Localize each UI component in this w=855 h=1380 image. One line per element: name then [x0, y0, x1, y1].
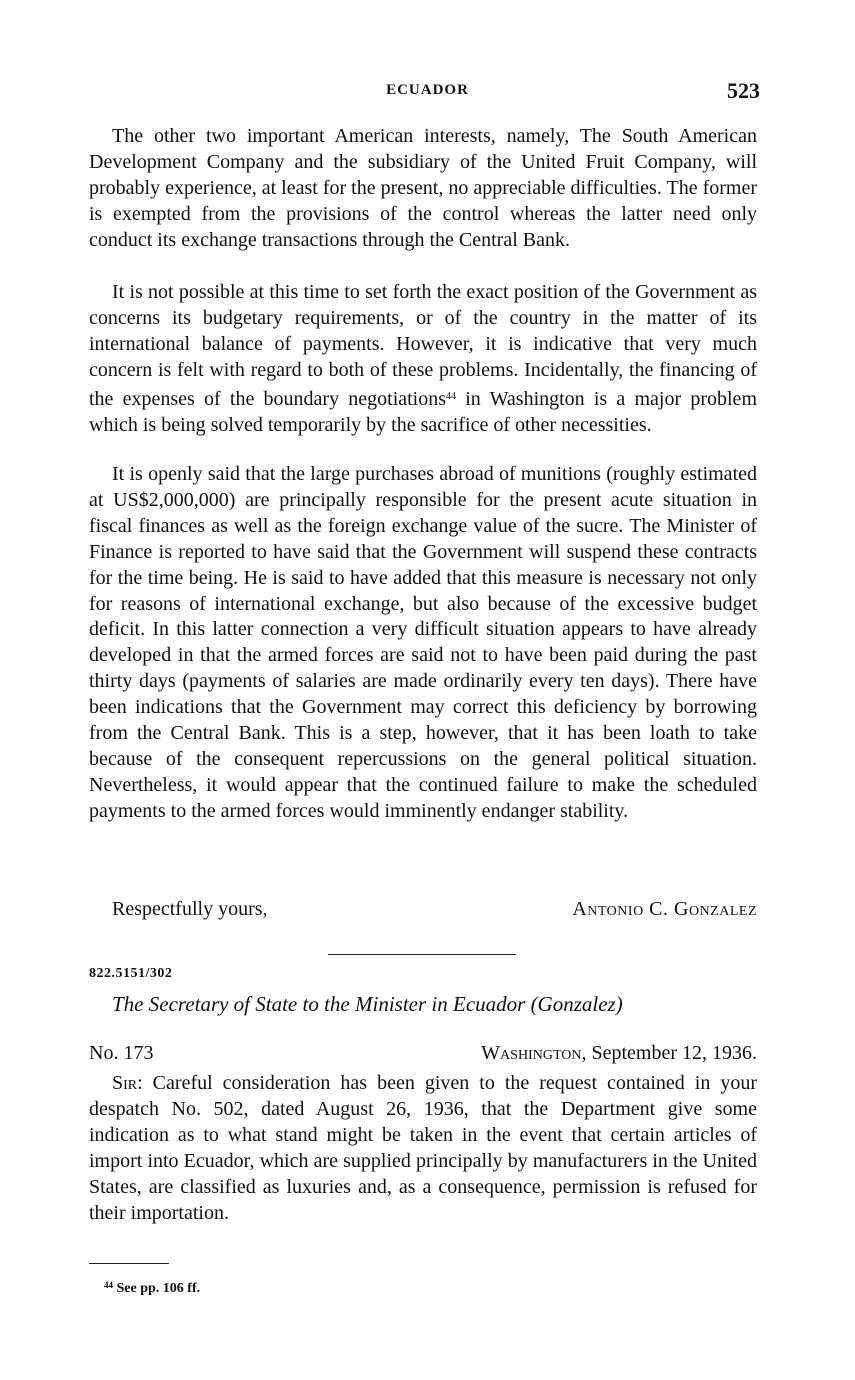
- footnote-mark: 44: [104, 1280, 113, 1290]
- dateline: [481, 1042, 757, 1065]
- dateline-place: Washington: [481, 1042, 582, 1064]
- letter-paragraph-1: [89, 1071, 757, 1226]
- page-number: 523: [727, 78, 760, 103]
- signer-name: Antonio C. Gonzalez: [572, 898, 757, 920]
- body-paragraph-1: The other two important American interests, namely, The South American Development Company and the subsidiary of the United Fruit Company, will probably experience, at least for the present, no appreciable difficulties. The former is exempted from the provisions of the control whereas the latter need only conduct its exchange transactions through the Central Bank.: [89, 125, 757, 251]
- footnote-reference-44[interactable]: 44: [446, 390, 457, 402]
- section-divider: [328, 954, 516, 955]
- letter-paragraph-1-text: : Careful consideration has been given to the request contained in your despatch No. 502, dated August 26, 1936, that the Department give some indication as to what stand might be taken in the event that certain articles of import into Ecuador, which are supplied principally by manufacturers in the United States, are classified as luxuries and, as a consequence, permission is refused for their importation.: [89, 1072, 757, 1224]
- footnote-text: See pp. 106 ff.: [116, 1281, 201, 1296]
- salutation: Sir: [112, 1072, 138, 1094]
- running-title: ECUADOR: [386, 82, 469, 98]
- footnote-rule: [89, 1263, 169, 1264]
- footnote-44: [104, 1280, 200, 1297]
- document-number: No. 173: [89, 1042, 154, 1064]
- file-number: 822.5151/302: [89, 966, 173, 981]
- dateline-date: , September 12, 1936.: [581, 1042, 757, 1064]
- paragraph-2-text-a: It is not possible at this time to set forth the exact position of the Government as concerns its budgetary requirements, or of the country in the matter of its international balance of payments. However, it is indicative that very much concern is felt with regard to both of these problems. Incidentally, the financing of the expenses of the boundary negotiations: [89, 281, 757, 410]
- document-heading: The Secretary of State to the Minister in Ecuador (Gonzalez): [112, 992, 623, 1016]
- body-paragraph-2: [89, 280, 757, 438]
- closing-salutation: Respectfully yours,: [112, 898, 268, 920]
- body-paragraph-3: It is openly said that the large purchases abroad of munitions (roughly estimated at US$2,000,000) are principally responsible for the present acute situation in fiscal finances as well as the foreign exchange value of the sucre. The Minister of Finance is reported to have said that the Government will suspend these contracts for the time being. He is said to have added that this measure is necessary not only for reasons of international exchange, but also because of the excessive budget deficit. In this latter connection a very difficult situation appears to have already developed in that the armed forces are said not to have been paid during the past thirty days (payments of salaries are made ordinarily every ten days). There have been indications that the Government may correct this deficiency by borrowing from the Central Bank. This is a step, however, that it has been loath to take because of the consequent repercussions on the general political situation. Nevertheless, it would appear that the continued failure to make the scheduled payments to the armed forces would imminently endanger stability.: [89, 463, 757, 822]
- paragraph-2-text-b: in Washington is a major problem which is being solved temporarily by the sacrifice of other necessities.: [89, 387, 757, 436]
